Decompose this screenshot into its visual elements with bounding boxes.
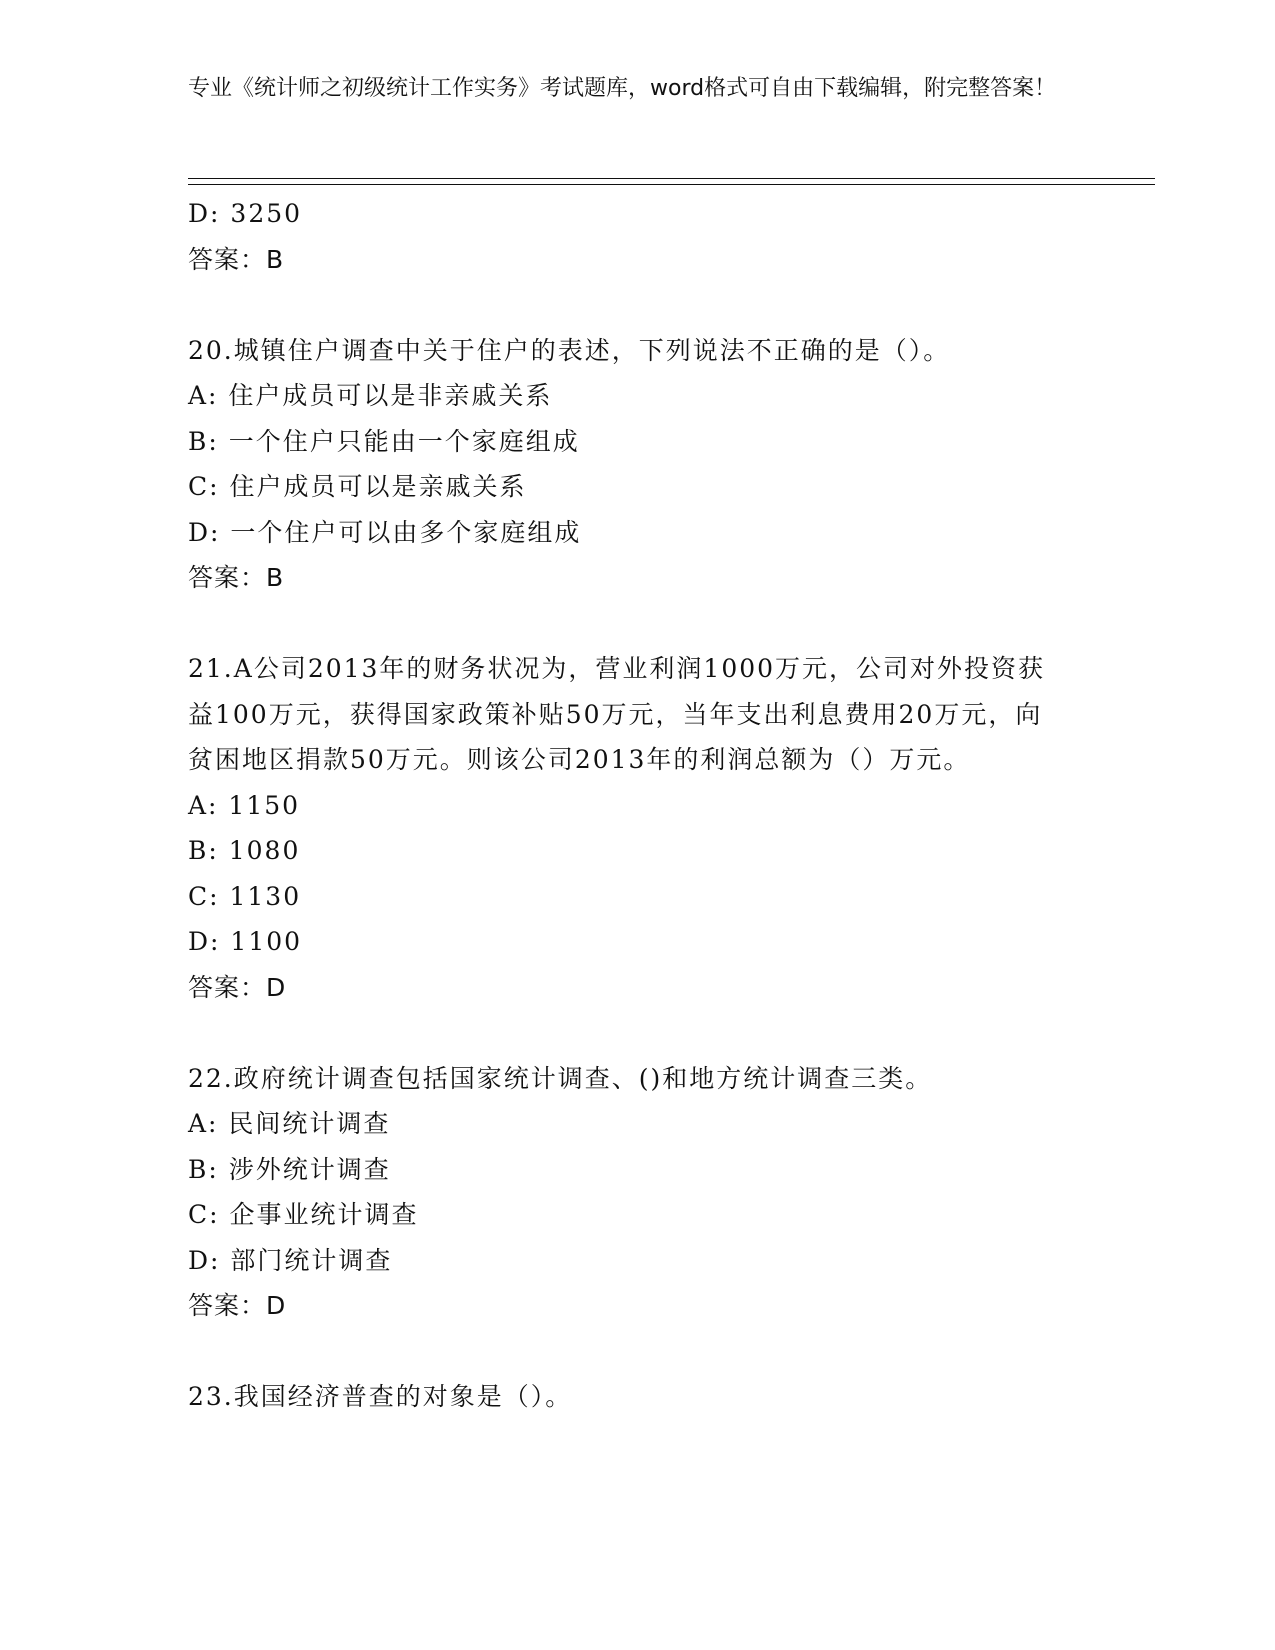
question-stem: 22.政府统计调查包括国家统计调查、()和地方统计调查三类。 <box>188 1063 933 1093</box>
answer: 答案：D <box>188 1291 287 1320</box>
question-stem: 20.城镇住户调查中关于住户的表述，下列说法不正确的是（）。 <box>188 335 951 365</box>
option-d: D: 一个住户可以由多个家庭组成 <box>188 517 582 547</box>
spacer <box>188 601 1068 647</box>
option-c: C: 1130 <box>188 881 302 911</box>
spacer <box>188 282 1068 328</box>
spacer <box>188 1329 1068 1375</box>
option-d: D: 1100 <box>188 927 303 956</box>
option-d: D: 3250 <box>188 199 303 228</box>
option-b: B: 1080 <box>188 836 301 865</box>
question-stem: 21.A公司2013年的财务状况为，营业利润1000万元，公司对外投资获益100万元，获得国家政策补贴50万元，当年支出利息费用20万元，向贫困地区捐款50万元。则该公司2013年的利润总额为（）万元。 <box>188 654 1046 774</box>
question-list <box>188 191 1068 1420</box>
question-23 <box>188 1374 1068 1420</box>
option-c: C: 住户成员可以是亲戚关系 <box>188 472 527 501</box>
header-rule-top <box>188 178 1155 179</box>
option-d: D: 部门统计调查 <box>188 1245 393 1275</box>
answer: 答案：D <box>188 972 287 1002</box>
option-a: A: 住户成员可以是非亲戚关系 <box>188 381 553 410</box>
spacer <box>188 1010 1068 1056</box>
answer: 答案：B <box>188 563 285 592</box>
document-header: 专业《统计师之初级统计工作实务》考试题库，word格式可自由下载编辑，附完整答案！ <box>188 76 1057 101</box>
question-stem: 23.我国经济普查的对象是（）。 <box>188 1382 573 1411</box>
answer: 答案：B <box>188 244 285 274</box>
header-rule-bottom <box>188 184 1155 185</box>
question-20 <box>188 328 1068 601</box>
option-a: A: 民间统计调查 <box>188 1109 391 1138</box>
question-22 <box>188 1056 1068 1329</box>
question-21 <box>188 646 1068 1010</box>
option-c: C: 企事业统计调查 <box>188 1200 419 1229</box>
option-b: B: 一个住户只能由一个家庭组成 <box>188 426 580 456</box>
question-19-tail <box>188 191 1068 282</box>
option-b: B: 涉外统计调查 <box>188 1154 391 1184</box>
option-a: A: 1150 <box>188 790 301 820</box>
